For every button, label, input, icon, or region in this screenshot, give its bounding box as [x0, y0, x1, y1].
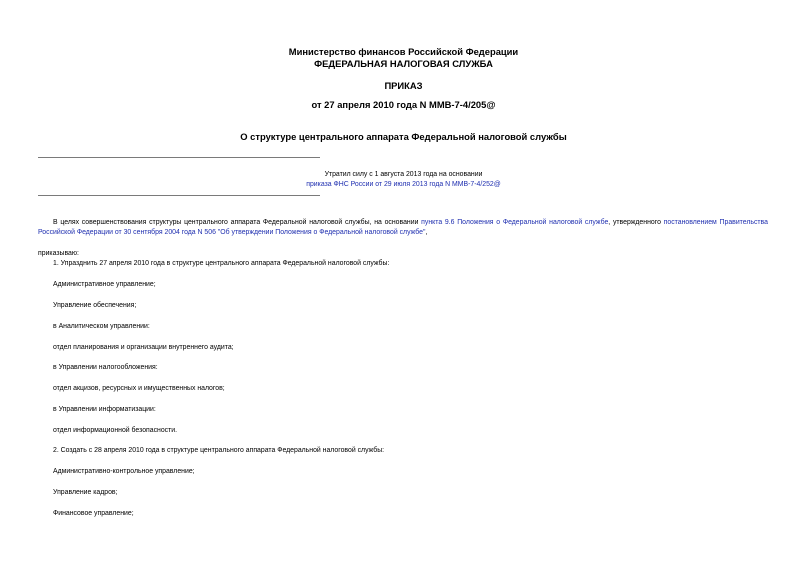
doc-title: О структуре центрального аппарата Федеральной налоговой службы [240, 131, 567, 142]
status-note: Утратил силу с 1 августа 2013 года на основании [324, 171, 483, 178]
list-item: отдел информационной безопасности. [53, 427, 178, 434]
list-item: 2. Создать с 28 апреля 2010 года в структуре центрального аппарата Федеральной налоговой службы: [53, 447, 385, 454]
doc-type-heading: ПРИКАЗ [384, 80, 423, 91]
list-item: в Управлении налогообложения: [53, 364, 158, 371]
list-item: Финансовое управление; [53, 510, 134, 517]
list-item: Административно-контрольное управление; [53, 468, 195, 475]
list-item: Административное управление; [53, 281, 156, 288]
list-item: Управление кадров; [53, 489, 118, 496]
divider-bottom [38, 195, 320, 196]
repeal-order-link[interactable]: приказа ФНС России от 29 июля 2013 года N ММВ-7-4/252@ [306, 181, 501, 188]
service-heading: ФЕДЕРАЛЬНАЯ НАЛОГОВАЯ СЛУЖБА [314, 58, 493, 69]
preamble-paragraph [38, 218, 768, 238]
preamble-text-1: В целях совершенствования структуры центрального аппарата Федеральной налоговой службы, на основании [53, 219, 422, 226]
list-item: в Управлении информатизации: [53, 406, 156, 413]
divider-top [38, 157, 320, 158]
list-item: 1. Упразднить 27 апреля 2010 года в структуре центрального аппарата Федеральной налоговой службы: [53, 260, 390, 267]
preamble-text-3: , [425, 229, 428, 236]
order-word: приказываю: [38, 250, 79, 257]
ministry-heading: Министерство финансов Российской Федерации [288, 46, 519, 57]
doc-date-number: от 27 апреля 2010 года N ММВ-7-4/205@ [311, 99, 496, 110]
list-item: отдел планирования и организации внутреннего аудита; [53, 344, 234, 351]
government-decree-link[interactable]: постановлением Правительства Российской Федерации от 30 сентября 2004 года N 506 "Об утверждении Положения о Федеральной налоговой службе" [38, 219, 768, 236]
preamble-text-2: , утвержденного [608, 219, 664, 226]
list-item: отдел акцизов, ресурсных и имущественных налогов; [53, 385, 225, 392]
list-item: Управление обеспечения; [53, 302, 137, 309]
status-link-wrap [0, 181, 807, 188]
regulation-link[interactable]: пункта 9.6 Положения о Федеральной налоговой службе [421, 219, 609, 226]
list-item: в Аналитическом управлении: [53, 323, 150, 330]
